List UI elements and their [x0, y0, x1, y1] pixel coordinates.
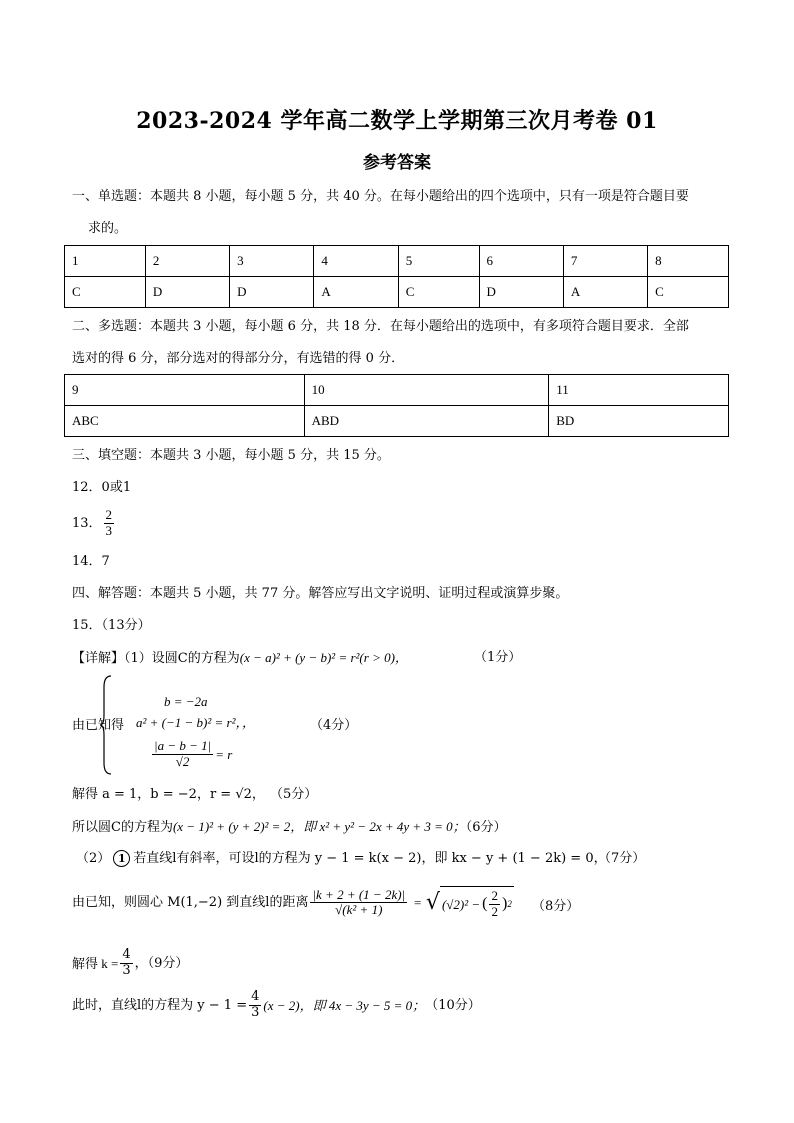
slope-fraction — [120, 948, 132, 979]
table-cell: C — [398, 277, 479, 308]
radical-sign-icon: √ — [425, 889, 440, 915]
system-label: 由已知得 — [72, 718, 125, 733]
part-label: （2） — [76, 851, 111, 866]
answer-13-fraction — [104, 508, 115, 539]
fraction-numerator: |a − b − 1| — [154, 738, 212, 753]
solution-text: （1）设圆C的方程为 — [124, 651, 240, 666]
table-cell: 7 — [563, 246, 647, 277]
solution-line-5 — [76, 850, 607, 867]
fraction-numerator: 4 — [251, 989, 260, 1004]
answer-12: 12．0或1 — [72, 480, 132, 495]
section2-heading-line2: 选对的得 6 分，部分选对的得部分分，有选错的得 0 分． — [72, 351, 405, 366]
table-cell: C — [648, 277, 729, 308]
single-choice-answer-table — [64, 245, 729, 308]
table-cell: 5 — [398, 246, 479, 277]
left-paren-icon: ( — [482, 895, 488, 913]
section2-heading-line1: 二、多选题：本题共 3 小题，每小题 6 分，共 18 分．在每小题给出的选项中，有多项符合题目要求．全部 — [72, 319, 689, 334]
table-row — [65, 406, 729, 437]
system-equation-2: a² + (−1 − b)² = r²，， — [136, 715, 255, 730]
solution-line-8 — [72, 990, 481, 1021]
score-marker: ，（9分） — [134, 955, 189, 971]
score-marker: （5分） — [270, 787, 318, 802]
fraction-numerator: 2 — [491, 888, 498, 903]
equation-rhs: = r — [215, 746, 233, 762]
square-exponent: 2 — [507, 898, 512, 909]
radicand-fraction — [489, 889, 500, 920]
system-equation-1: b = −2a — [164, 694, 208, 709]
table-cell: 3 — [230, 246, 314, 277]
distance-fraction — [152, 739, 213, 770]
detail-label: 【详解】 — [72, 651, 125, 666]
table-cell: ABD — [304, 406, 549, 437]
solution-line-6 — [72, 886, 514, 920]
table-cell: C — [65, 277, 146, 308]
score-marker: （1分） — [474, 650, 522, 665]
table-cell: D — [145, 277, 229, 308]
fraction-numerator: 2 — [105, 507, 113, 522]
table-cell: 2 — [145, 246, 229, 277]
solution-line-3: 解得 a = 1，b = −2，r = √2， — [72, 787, 265, 802]
fraction-denominator: 3 — [105, 522, 113, 538]
system-equation-3 — [150, 739, 232, 770]
question-15-heading: 15．（13分） — [72, 618, 151, 633]
table-row — [65, 375, 729, 406]
fraction-numerator: |k + 2 + (1 − 2k)| — [312, 886, 406, 902]
table-cell: D — [479, 277, 563, 308]
table-cell: A — [314, 277, 398, 308]
page-subtitle: 参考答案 — [363, 153, 431, 173]
answer-13-label: 13． — [72, 515, 102, 531]
table-cell: 6 — [479, 246, 563, 277]
solution-line-4 — [72, 820, 506, 834]
table-row — [65, 246, 729, 277]
table-row — [65, 277, 729, 308]
fraction-numerator: 4 — [122, 947, 131, 962]
distance-fraction — [310, 888, 407, 919]
fraction-denominator: 3 — [251, 1004, 260, 1020]
table-cell: 11 — [549, 375, 729, 406]
radicand — [440, 886, 514, 920]
equals-sign: = — [413, 895, 422, 911]
table-cell: BD — [549, 406, 729, 437]
circle-equation: (x − a)² + (y − b)² = r²(r > 0)， — [239, 650, 408, 665]
circled-number-1: 1 — [113, 850, 130, 867]
section1-heading-line2: 求的。 — [88, 221, 128, 236]
fraction-denominator: √2 — [175, 753, 190, 769]
score-marker: （7分） — [598, 851, 646, 866]
solution-text: 解得 k = — [72, 955, 119, 971]
table-cell: 8 — [648, 246, 729, 277]
solution-text: 由已知，则圆心 M(1,−2) 到直线l的距离 — [72, 895, 309, 911]
solution-text: 所以圆C的方程为 — [72, 820, 173, 835]
table-cell: A — [563, 277, 647, 308]
fraction-denominator: 2 — [491, 903, 498, 919]
line-equation: (x − 2)，即 4x − 3y − 5 = 0； — [263, 997, 426, 1013]
score-marker: （6分） — [465, 820, 507, 835]
circle-equation-result: (x − 1)² + (y + 2)² = 2，即 x² + y² − 2x + 4y + 3 = 0； — [172, 819, 466, 834]
answer-14: 14．7 — [72, 554, 110, 569]
table-cell: 10 — [304, 375, 549, 406]
radicand-text: (√2)² − — [441, 896, 481, 912]
fraction-denominator: 3 — [122, 962, 131, 978]
solution-text: 此时，直线l的方程为 y − 1 = — [72, 997, 248, 1013]
table-cell: 9 — [65, 375, 305, 406]
right-paren-icon: ) — [501, 895, 508, 913]
table-cell: 4 — [314, 246, 398, 277]
fraction-denominator: √(k² + 1) — [335, 902, 383, 918]
table-cell: 1 — [65, 246, 146, 277]
score-marker: （8分） — [532, 899, 580, 914]
solution-text: 若直线l有斜率，可设l的方程为 y − 1 = k(x − 2)，即 kx − y + (1 − 2k) = 0， — [133, 851, 607, 866]
solution-line-1 — [72, 651, 408, 665]
answer-13 — [72, 508, 116, 539]
table-cell: ABC — [65, 406, 305, 437]
left-brace-icon — [100, 675, 112, 775]
page-title: 2023-2024 学年高二数学上学期第三次月考卷 01 — [136, 108, 658, 134]
multi-choice-answer-table — [64, 374, 729, 437]
solution-line-7 — [72, 948, 188, 979]
score-marker: （10分） — [425, 997, 481, 1013]
section3-heading: 三、填空题：本题共 3 小题，每小题 5 分，共 15 分。 — [72, 448, 390, 463]
section1-heading-line1: 一、单选题：本题共 8 小题，每小题 5 分，共 40 分。在每小题给出的四个选项中，只有一项是符合题目要 — [72, 189, 689, 204]
score-marker: （4分） — [310, 718, 358, 733]
table-cell: D — [230, 277, 314, 308]
line-slope-fraction — [249, 990, 261, 1021]
section4-heading: 四、解答题：本题共 5 小题，共 77 分。解答应写出文字说明、证明过程或演算步聚。 — [72, 586, 569, 601]
